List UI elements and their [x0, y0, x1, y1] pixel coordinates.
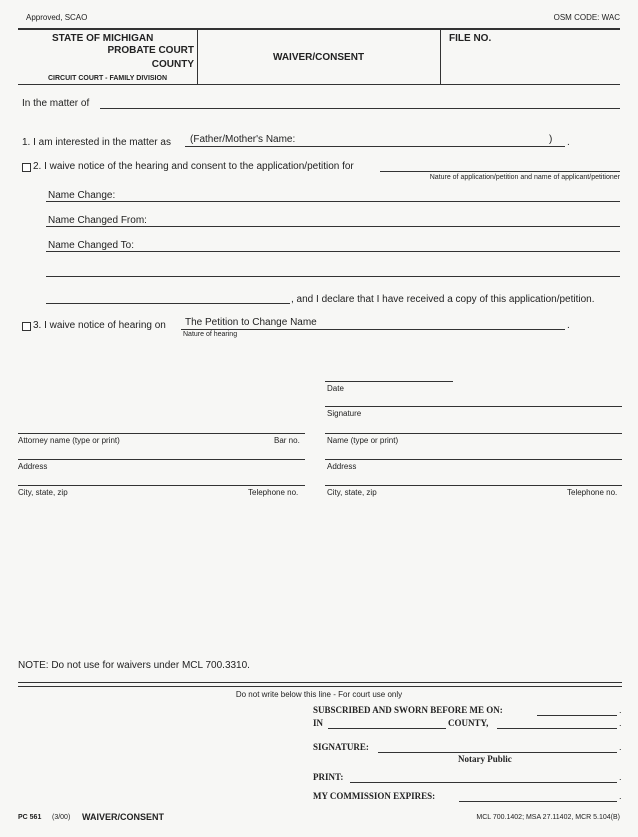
item2-field[interactable] [380, 171, 620, 172]
form-number: PC 561 [18, 814, 42, 821]
item2-declaration: , and I declare that I have received a copy of this application/petition. [291, 294, 595, 305]
print-field[interactable] [350, 782, 617, 783]
signature-period: . [619, 742, 622, 752]
notary-signature-field[interactable] [378, 752, 617, 753]
print-label: PRINT: [313, 772, 344, 782]
telephone-label: Telephone no. [567, 488, 618, 497]
item3-field[interactable] [181, 329, 565, 330]
item1-text: 1. I am interested in the matter as [22, 137, 171, 148]
probate-court-label: PROBATE COURT [107, 45, 194, 56]
commission-label: MY COMMISSION EXPIRES: [313, 791, 436, 801]
name-changed-from-field[interactable] [46, 226, 620, 227]
print-period: . [619, 772, 622, 782]
subscribed-date-field[interactable] [537, 715, 617, 716]
item2-extra-field[interactable] [46, 276, 620, 277]
note-text: NOTE: Do not use for waivers under MCL 700.3310. [18, 660, 250, 671]
signature-label: Signature [327, 409, 362, 418]
city-field[interactable] [325, 485, 622, 486]
file-no-label: FILE NO. [449, 33, 492, 44]
county-comma-label: COUNTY, [448, 718, 489, 728]
court-use-rule-2 [18, 686, 622, 687]
address-field[interactable] [325, 459, 622, 460]
in-state-field[interactable] [497, 728, 617, 729]
form-title: WAIVER/CONSENT [272, 52, 365, 63]
attorney-city-label: City, state, zip [18, 488, 68, 497]
name-change-label: Name Change: [48, 190, 116, 201]
attorney-city-field[interactable] [18, 485, 305, 486]
bar-no-label: Bar no. [274, 436, 300, 445]
item3-sublabel: Nature of hearing [183, 331, 238, 338]
footer-title: WAIVER/CONSENT [82, 812, 165, 822]
approval-text: Approved, SCAO [26, 13, 88, 22]
date-field[interactable] [325, 381, 453, 382]
signature-field[interactable] [325, 406, 622, 407]
circuit-court-label: CIRCUIT COURT - FAMILY DIVISION [48, 75, 168, 82]
item2-last-field[interactable] [46, 303, 290, 304]
matter-label: In the matter of [22, 98, 90, 109]
name-field[interactable] [325, 433, 622, 434]
item1-period: . [567, 137, 570, 148]
name-changed-to-label: Name Changed To: [48, 240, 134, 251]
notary-signature-label: SIGNATURE: [313, 742, 369, 752]
attorney-telephone-label: Telephone no. [248, 488, 299, 497]
item3-text: 3. I waive notice of hearing on [33, 320, 166, 331]
subscribed-label: SUBSCRIBED AND SWORN BEFORE ME ON: [313, 705, 503, 715]
county-label: COUNTY [151, 59, 194, 70]
address-label: Address [327, 462, 357, 471]
footer-citation: MCL 700.1402; MSA 27.11402, MCR 5.104(B) [476, 814, 620, 821]
item1-close-paren: ) [549, 134, 553, 145]
name-changed-to-field[interactable] [46, 251, 620, 252]
date-label: Date [327, 384, 344, 393]
item3-period: . [567, 320, 570, 331]
commission-field[interactable] [459, 801, 617, 802]
notary-public-label: Notary Public [458, 754, 512, 764]
court-use-rule-1 [18, 682, 622, 683]
name-label: Name (type or print) [327, 436, 399, 445]
item1-field[interactable] [185, 146, 565, 147]
subscribed-period: . [619, 705, 622, 715]
item3-checkbox[interactable] [22, 322, 31, 331]
caption-bottom-rule [18, 84, 620, 85]
item1-value: (Father/Mother's Name: [190, 134, 296, 145]
attorney-address-field[interactable] [18, 459, 305, 460]
caption-divider-2 [440, 30, 441, 85]
attorney-address-label: Address [18, 462, 48, 471]
commission-period: . [619, 791, 622, 801]
item2-text: 2. I waive notice of the hearing and consent to the application/petition for [33, 161, 354, 172]
attorney-name-field[interactable] [18, 433, 305, 434]
in-period: . [619, 718, 622, 728]
matter-field[interactable] [100, 108, 620, 109]
name-change-field[interactable] [46, 201, 620, 202]
form-date: (3/00) [52, 814, 71, 821]
osm-code: OSM CODE: WAC [553, 13, 620, 22]
state-label: STATE OF MICHIGAN [52, 33, 154, 44]
item3-value: The Petition to Change Name [185, 317, 317, 328]
caption-top-rule [18, 28, 620, 30]
in-county-field[interactable] [328, 728, 446, 729]
name-changed-from-label: Name Changed From: [48, 215, 147, 226]
item2-sublabel: Nature of application/petition and name of applicant/petitioner [429, 174, 620, 181]
item2-checkbox[interactable] [22, 163, 31, 172]
attorney-name-label: Attorney name (type or print) [18, 436, 120, 445]
city-label: City, state, zip [327, 488, 377, 497]
in-label: IN [313, 718, 324, 728]
court-use-label: Do not write below this line - For court use only [235, 690, 403, 699]
